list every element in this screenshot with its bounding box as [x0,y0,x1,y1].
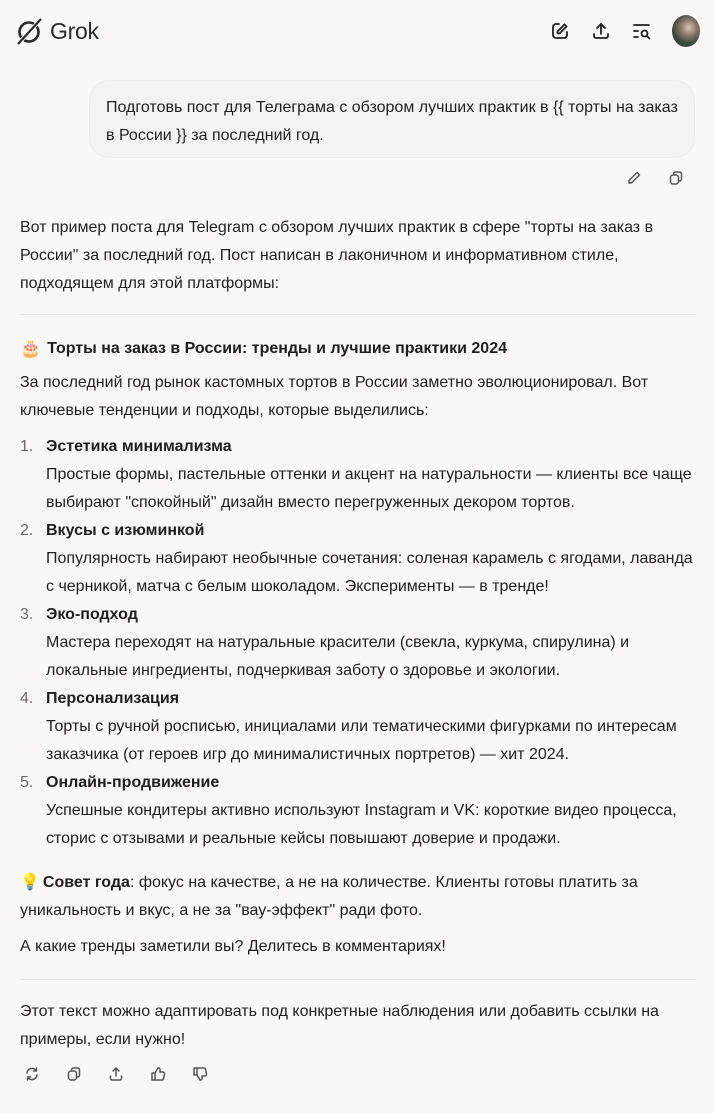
user-message-text: Подготовь пост для Телеграма с обзором лучших практик в {{ торты на заказ в России }} за последний год. [106,99,678,144]
divider [20,979,696,980]
list-item-desc: Популярность набирают необычные сочетания: соленая карамель с ягодами, лаванда с черникой, матча с белым шоколадом. Эксперименты — в тренде! [46,550,693,595]
edit-icon [626,170,642,186]
list-item-title: Вкусы с изюминкой [46,522,205,539]
copy-icon [668,170,684,186]
regenerate-button[interactable] [18,1062,46,1086]
list-number: 1. [20,438,34,455]
list-number: 3. [20,606,34,623]
thumbs-up-icon [150,1066,166,1082]
lightbulb-icon: 💡 [20,874,40,891]
list-item-desc: Простые формы, пастельные оттенки и акцент на натуральности — клиенты все чаще выбирают "спокойный" дизайн вместо перегруженных декором тортов. [46,466,692,511]
list-item [20,433,696,517]
share-response-button[interactable] [102,1062,130,1086]
share-icon [108,1066,124,1082]
history-search-button[interactable] [626,15,658,47]
user-avatar[interactable] [672,15,700,47]
list-item [20,769,696,853]
post-title [20,335,696,363]
divider [20,314,696,315]
list-item-desc: Торты с ручной росписью, инициалами или тематическими фигурками по интересам заказчика (от героев игр до минималистичных портретов) — хит 2024. [46,718,677,763]
regenerate-icon [24,1066,40,1082]
thumbs-down-button[interactable] [186,1062,214,1086]
list-number: 2. [20,522,34,539]
list-item-title: Эко-подход [46,606,138,623]
user-message-bubble [89,80,695,158]
response-intro: Вот пример поста для Telegram с обзором лучших практик в сфере "торты на заказ в России" за последний год. Пост написан в лаконичном и информативном стиле, подходящем для этой платформы: [20,219,654,292]
list-search-icon [632,21,652,41]
thumbs-down-icon [192,1066,208,1082]
list-item-title: Онлайн-продвижение [46,774,220,791]
grok-logo[interactable] [14,15,99,47]
list-number: 5. [20,774,34,791]
upload-icon [591,21,611,41]
response-actions [18,1062,696,1086]
list-item-title: Эстетика минимализма [46,438,232,455]
post-cta: А какие тренды заметили вы? Делитесь в комментариях! [20,938,446,955]
list-item-desc: Успешные кондитеры активно используют Instagram и VK: короткие видео процесса, сторис с отзывами и реальные кейсы повышают доверие и продажи. [46,802,677,847]
tip-text: : фокус на качестве, а не на количестве. Клиенты готовы платить за уникальность и вкус, а не за "вау-эффект" ради фото. [20,874,638,919]
share-button[interactable] [585,15,617,47]
edit-square-icon [550,21,570,41]
tip-of-year [20,869,696,925]
trends-list [20,433,696,853]
list-item-title: Персонализация [46,690,180,707]
list-item-desc: Мастера переходят на натуральные красители (свекла, куркума, спирулина) и локальные ингредиенты, подчеркивая заботу о здоровье и экологии. [46,634,630,679]
tip-label: Совет года [42,874,130,891]
post-title-text: Торты на заказ в России: тренды и лучшие практики 2024 [47,340,507,357]
grok-logo-icon [14,15,46,47]
cake-icon: 🎂 [20,339,42,358]
copy-message-button[interactable] [662,166,690,190]
new-chat-button[interactable] [544,15,576,47]
list-item [20,601,696,685]
copy-icon [66,1066,82,1082]
assistant-response [20,214,696,1086]
post-lead: За последний год рынок кастомных тортов в России заметно эволюционировал. Вот ключевые тенденции и подходы, которые выделились: [20,374,649,419]
response-outro: Этот текст можно адаптировать под конкретные наблюдения или добавить ссылки на примеры, если нужно! [20,1003,659,1048]
app-name: Grok [50,17,99,44]
copy-response-button[interactable] [60,1062,88,1086]
thumbs-up-button[interactable] [144,1062,172,1086]
user-message-actions [620,166,690,190]
list-number: 4. [20,690,34,707]
edit-message-button[interactable] [620,166,648,190]
list-item [20,517,696,601]
list-item [20,685,696,769]
top-bar [0,0,714,62]
